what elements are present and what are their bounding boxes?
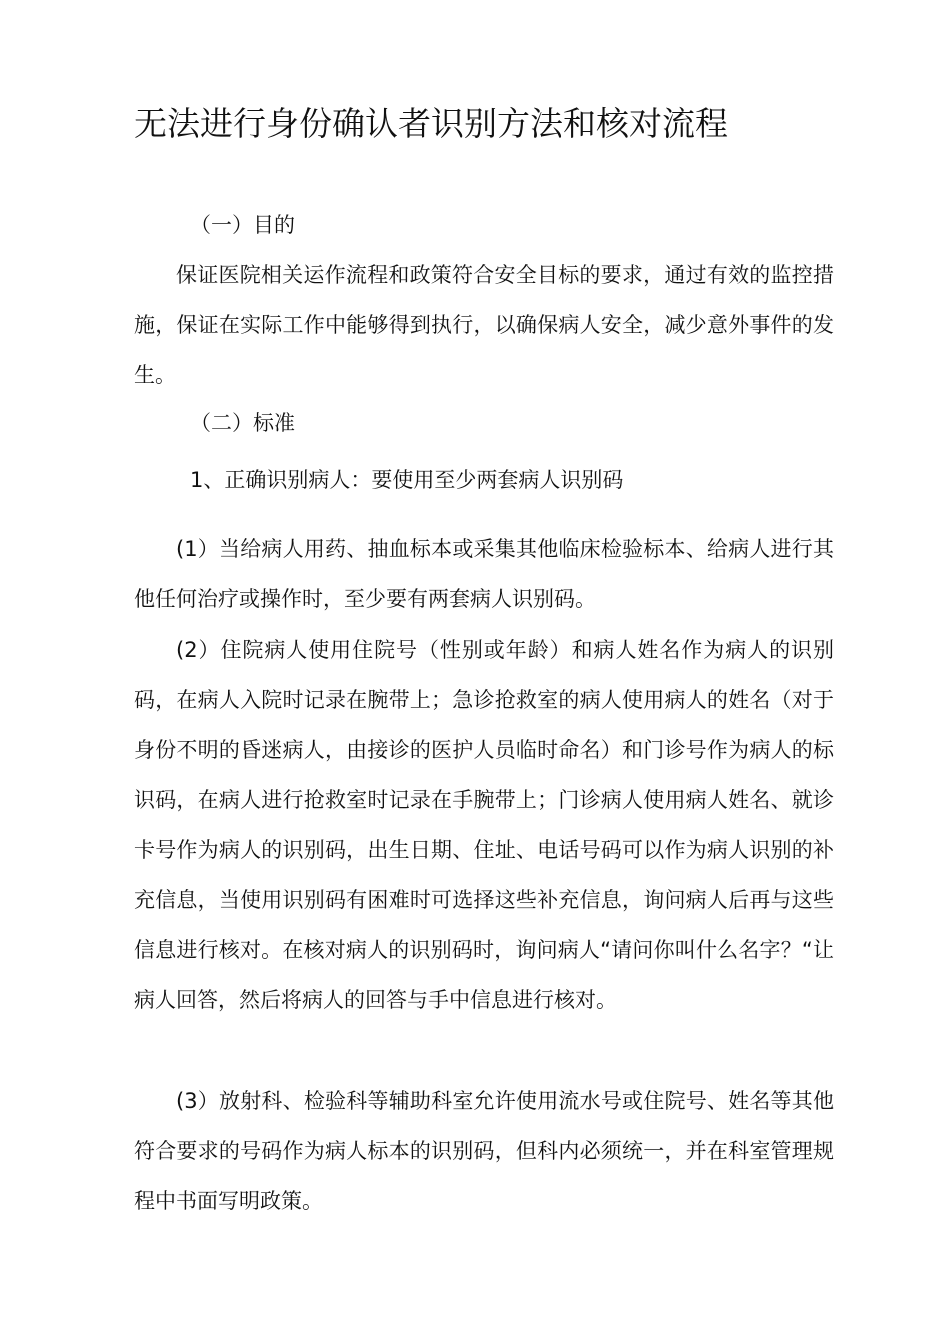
paragraph-item-2: (2）住院病人使用住院号（性别或年龄）和病人姓名作为病人的识别码，在病人入院时记录在腕带上；急诊抢救室的病人使用病人的姓名（对于身份不明的昏迷病人，由接诊的医护人员临时命名）和门诊号作为病人的标识码，在病人进行抢救室时记录在手腕带上；门诊病人使用病人姓名、就诊卡号作为病人的识别码，出生日期、住址、电话号码可以作为病人识别的补充信息，当使用识别码有困难时可选择这些补充信息，询问病人后再与这些信息进行核对。在核对病人的识别码时，询问病人“请问你叫什么名字？“让病人回答，然后将病人的回答与手中信息进行核对。	[134, 638, 834, 1012]
document-title: 无法进行身份确认者识别方法和核对流程	[134, 104, 728, 143]
section-heading-standard: （二）标准	[190, 411, 295, 435]
item-heading-identify-patient: 1、正确识别病人：要使用至少两套病人识别码	[190, 468, 624, 492]
paragraph-item-3: (3）放射科、检验科等辅助科室允许使用流水号或住院号、姓名等其他符合要求的号码作为病人标本的识别码，但科内必须统一，并在科室管理规程中书面写明政策。	[134, 1089, 834, 1213]
paragraph-purpose: 保证医院相关运作流程和政策符合安全目标的要求，通过有效的监控措施，保证在实际工作中能够得到执行，以确保病人安全，减少意外事件的发生。	[134, 263, 834, 387]
section-heading-purpose: （一）目的	[190, 213, 295, 237]
paragraph-item-1: (1）当给病人用药、抽血标本或采集其他临床检验标本、给病人进行其他任何治疗或操作时，至少要有两套病人识别码。	[134, 537, 834, 611]
